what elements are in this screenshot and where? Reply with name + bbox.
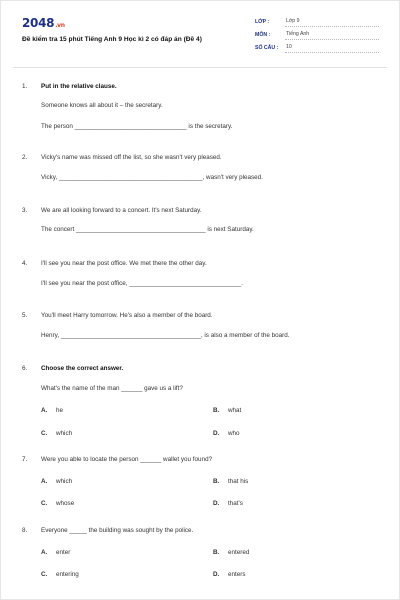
question-prompt: I'll see you near the post office. We met there the other day. (41, 260, 207, 267)
option-text: enters (228, 571, 246, 578)
question-prompt: We are all looking forward to a concert. It's next Saturday. (41, 207, 202, 214)
option-letter: D. (213, 571, 220, 578)
question-answer-line[interactable]: I'll see you near the post office, ________________________________. (41, 280, 244, 287)
question-prompt: What's the name of the man ______ gave us a lift? (41, 385, 183, 392)
option-letter: A. (41, 478, 48, 485)
meta-label: LỚP : (255, 19, 270, 25)
option-b[interactable] (213, 407, 241, 414)
question-number: 3. (22, 207, 28, 214)
option-letter: B. (213, 407, 220, 414)
option-text: he (56, 407, 64, 414)
option-c[interactable] (41, 571, 79, 578)
question-number: 6. (22, 365, 28, 372)
option-letter: A. (41, 549, 48, 556)
option-letter: D. (213, 430, 220, 437)
meta-info (255, 14, 379, 53)
question-number: 7. (22, 456, 28, 463)
option-text: whose (56, 500, 75, 507)
option-b[interactable] (213, 478, 248, 485)
question-answer-line[interactable]: The concert _____________________________________ is next Saturday. (41, 226, 254, 233)
option-c[interactable] (41, 500, 74, 507)
option-d[interactable] (213, 430, 240, 437)
meta-label: MÔN : (255, 32, 271, 38)
meta-row-subject (255, 27, 379, 40)
option-text: entered (228, 549, 250, 556)
option-letter: D. (213, 500, 220, 507)
option-letter: C. (41, 571, 48, 578)
option-d[interactable] (213, 500, 243, 507)
meta-value: Tiếng Anh (285, 31, 379, 40)
option-c[interactable] (41, 430, 72, 437)
logo-suffix: .vn (55, 22, 65, 29)
document-header (1, 1, 399, 63)
question-number: 1. (22, 83, 28, 90)
question-answer-line[interactable]: Henry, ________________________________________, is also a member of the board. (41, 332, 290, 339)
document-title: Đề kiểm tra 15 phút Tiếng Anh 9 Học kì 2 có đáp án (Đề 4) (22, 36, 202, 43)
option-text: that his (228, 478, 249, 485)
question-prompt: You'll meet Harry tomorrow. He's also a member of the board. (41, 312, 213, 319)
option-text: enter (56, 549, 71, 556)
option-letter: C. (41, 500, 48, 507)
question-number: 5. (22, 312, 28, 319)
meta-value: Lớp 9 (285, 18, 379, 27)
option-b[interactable] (213, 549, 249, 556)
option-text: which (56, 478, 73, 485)
question-number: 4. (22, 260, 28, 267)
option-a[interactable] (41, 549, 70, 556)
option-d[interactable] (213, 571, 246, 578)
question-answer-line[interactable]: The person ________________________________ is the secretary. (41, 123, 233, 130)
option-letter: A. (41, 407, 48, 414)
option-text: what (228, 407, 242, 414)
question-answer-line[interactable]: Vicky, _________________________________________, wasn't very pleased. (41, 174, 263, 181)
question-prompt: Someone knows all about it – the secretary. (41, 102, 163, 109)
meta-row-class (255, 14, 379, 27)
question-prompt: Everyone _____ the building was sought by the police. (41, 527, 194, 534)
header-divider (13, 67, 387, 68)
option-letter: C. (41, 430, 48, 437)
question-instruction: Choose the correct answer. (41, 365, 124, 372)
logo-main: 2048 (22, 16, 55, 30)
meta-row-count (255, 40, 379, 53)
question-number: 8. (22, 527, 28, 534)
option-text: who (228, 430, 240, 437)
option-text: entering (56, 571, 79, 578)
meta-label: SỐ CÂU : (255, 45, 279, 51)
meta-value: 10 (285, 44, 379, 53)
option-letter: B. (213, 478, 220, 485)
site-logo[interactable] (22, 16, 65, 30)
question-number: 2. (22, 154, 28, 161)
question-prompt: Were you able to locate the person ______ wallet you found? (41, 456, 213, 463)
option-letter: B. (213, 549, 220, 556)
question-instruction: Put in the relative clause. (41, 83, 117, 90)
option-text: that's (228, 500, 243, 507)
question-prompt: Vicky's name was missed off the list, so she wasn't very pleased. (41, 154, 222, 161)
option-a[interactable] (41, 407, 63, 414)
option-a[interactable] (41, 478, 72, 485)
option-text: which (56, 430, 73, 437)
